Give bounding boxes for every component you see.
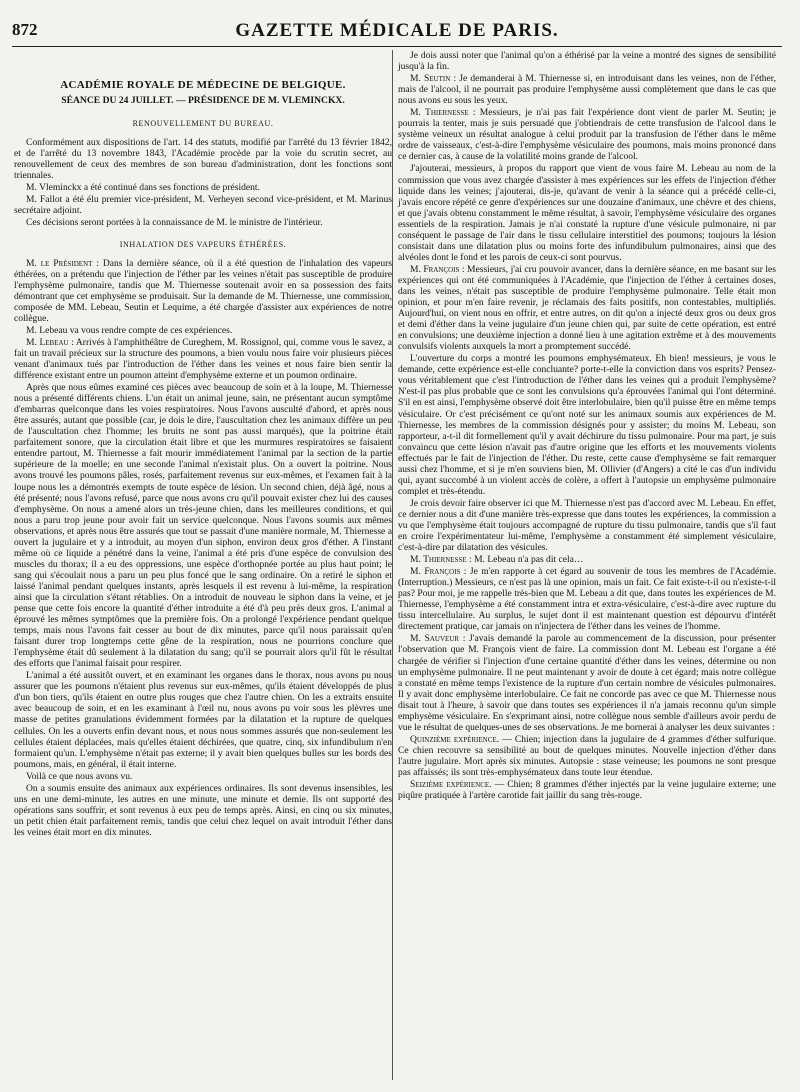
paragraph: Après que nous eûmes examiné ces pièces avec beaucoup de soin et à la loupe, M. Thiernesse nous a présenté différents chiens. L'un était un animal jeune, sain, ne présentant aucun symptôme d'embarras quelconque dans les voies respiratoires. Nous l'avons ausculté d'abord, et après nous être assurés, autant que possible (car, je dois le dire, l'auscultation chez les animaux diffère un peu de l'auscultation chez l'homme; les bruits ne sont pas aussi marqués), que la poitrine était parfaitement sonore, que la circulation était libre et que les murmures respiratoires se faisaient entendre partout, M. Thiernesse a fait mourir immédiatement l'animal par la section de la partie supérieure de la moelle; en une seconde l'animal n'existait plus. On a ouvert la poitrine. Nous avons trouvé les poumons pâles, rosés, parfaitement revenus sur eux-mêmes, et l'examen fait à la loupe nous les a démontrés exempts de toute espèce de lésion. Un second chien, déjà âgé, nous a été présenté; nous l'avons refusé, parce que nous avons cru qu'il pouvait exister chez lui des causes d'emphysème. On nous a amené alors un très-jeune chien, dans les meilleures conditions, et qui nous a paru trop jeune pour avoir fait un service quelconque. Nous l'avons soumis aux mêmes observations, et après nous être assurés que tout se passait d'une manière normale, M. Thiernesse a ouvert la jugulaire et y a introduit, au moyen d'un siphon, environ deux gros d'éther. A l'instant même où ce liquide a pénétré dans la veine, l'animal a été pris d'une espèce de convulsion des muscles du thorax; il a eu des oppressions, une espèce d'orthopnée portée au plus haut point; le sang qui s'écoulait nous a paru un peu plus foncé que le sang ordinaire. On a retiré le siphon et laissé l'animal pendant quelques instants, après lesquels il est revenu à lui-même, la respiration ainsi que la circulation s'étant rétablies. On a introduit de nouveau le siphon dans la veine, et je pense que cette fois encore la quantité d'éther introduite a été d'à peu près deux gros. L'animal a éprouvé les mêmes symptômes que la première fois. On a prolongé l'expérience pendant quelque temps, mais nous l'avons fait cesser au bout de dix minutes, parce qu'il nous paraissait qu'en faisant durer trop longtemps cette gêne de la respiration, nous ne pourrions conclure que l'emphysème était dû seulement à la dilatation du sang; qu'il se pourrait alors qu'il fût le résultat des efforts que l'animal faisait pour respirer. bbox=[14, 382, 392, 670]
paragraph-francois bbox=[398, 264, 776, 352]
paragraph-francois-2 bbox=[398, 566, 776, 632]
paragraph: Voilà ce que nous avons vu. bbox=[26, 770, 133, 782]
paragraph: Ces décisions seront portées à la connaissance de M. le ministre de l'intérieur. bbox=[26, 217, 323, 229]
paragraph: M. Vleminckx a été continué dans ses fonctions de président. bbox=[26, 182, 260, 194]
speaker-name: M. Seutin bbox=[410, 73, 451, 85]
inhalation-heading: INHALATION DES VAPEURS ÉTHÉRÉES. bbox=[119, 239, 287, 249]
session-heading: SÉANCE DU 24 JUILLET. — PRÉSIDENCE DE M. VLEMINCKX. bbox=[61, 95, 345, 107]
speech-text: : J'avais demandé la parole au commencement de la discussion, pour présenter l'observation que M. François vient de faire. La commission dont M. Lebeau est l'organe a été chargée de vérifier si l'injection d'une certaine quantité d'éther dans les veines, détermine ou non un emphysème pulmonaire. Il ne peut maintenant y avoir de doute à cet égard; mais notre collègue a constaté en même temps l'existence de la rupture d'un certain nombre de vésicules pulmonaires. Il y avait donc emphysème interlobulaire. Ce fait ne concorde pas avec ce que M. Thiernesse nous disait tout à l'heure, à savoir que dans toutes ses expériences il n'a jamais reconnu qu'un simple emphysème vésiculaire. En s'exprimant ainsi, notre collègue nous semble d'ailleurs avoir perdu de vue le résultat de quelques-unes de ses observations. Je me bornerai à analyser les deux suivantes : bbox=[398, 633, 776, 733]
paragraph-seutin bbox=[398, 73, 776, 106]
speaker-name: M. Thiernesse bbox=[410, 554, 467, 566]
paragraph: L'ouverture du corps a montré les poumons emphysémateux. Eh bien! messieurs, je vous le demande, cette expérience est-elle concluante? porte-t-elle la conviction dans vos esprits? Pensez-vous véritablement que c'est l'introduction de l'éther dans les veines qui a produit l'emphysème? N'est-il pas plus probable que ce sont les convulsions qu'a éprouvées l'animal qui l'ont déterminé. S'il en est ainsi, l'emphysème observé doit être interlobulaire, bien qu'il puisse être en même temps vésiculaire. Or c'est précisément ce qu'ont noté sur les animaux soumis aux expériences de M. Thiernesse, les membres de la commission désignés pour y assister; du moins M. Lebeau, son rapporteur, a-t-il dit formellement qu'il y avait déchirure du tissu pulmonaire. Pour ma part, je suis convaincu que cette lésion n'avait pas d'autre origine que les efforts et les mouvements violents effectués par le fait de l'injection de l'éther. Du reste, cette cause d'emphysème se fait remarquer aussi chez l'homme, et si je m'en souviens bien, M. Ollivier (d'Angers) a cité le cas d'un individu qui, ayant succombé à un violent accès de colère, a offert à l'autopsie un emphysème pulmonaire complet et très-étendu. bbox=[398, 353, 776, 497]
page-header bbox=[12, 20, 782, 47]
speech-text: : Je m'en rapporte à cet égard au souvenir de tous les membres de l'Académie. (Interruption.) Messieurs, ce n'est pas là une opinion, mais un fait. Ce fait existe-t-il ou n'existe-t-il pas? Pour moi, je me rappelle très-bien que M. Lebeau a dit que, dans toutes les expériences de M. Thiernesse, l'emphysème a été constamment intra et extra-vésiculaire, c'est-à-dire avec rupture du tissu intercellulaire. Au surplus, le sujet dont il est maintenant question est dépourvu d'intérêt directement pratique, car jamais on n'injectera de l'éther dans les veines de l'homme. bbox=[398, 566, 776, 633]
paragraph: M. Fallot a été élu premier vice-président, M. Verheyen second vice-président, et M. Marinus secrétaire adjoint. bbox=[14, 194, 392, 217]
academy-heading: ACADÉMIE ROYALE DE MÉDECINE DE BELGIQUE. bbox=[60, 79, 346, 91]
right-column bbox=[398, 50, 776, 802]
column-divider bbox=[392, 50, 393, 1080]
experiment-label: Quinzième expérience. bbox=[410, 733, 500, 745]
paragraph-thiernesse bbox=[398, 107, 776, 162]
left-column bbox=[14, 50, 392, 839]
experiment-text: — Chien; injection dans la jugulaire de 4 grammes d'éther sulfurique. Ce chien recouvre sa sensibilité au bout de quelques minutes. Nouvelle injection d'éther dans l'autre jugulaire. Mort après six minutes. Autopsie : stase veineuse; les poumons ne sont presque pas affaissés; ils sont très-emphysémateux dans toute leur étendue. bbox=[398, 733, 776, 778]
speaker-name: M. Sauveur bbox=[410, 633, 460, 645]
paragraph: L'animal a été aussitôt ouvert, et en examinant les organes dans le thorax, nous avons pu nous assurer que les poumons n'étaient plus revenus sur eux-mêmes, qu'ils étaient développés de plus d'un bon tiers, qu'ils étaient en outre plus rouges que chez l'autre chien. On les a extraits ensuite avec beaucoup de soin, et en les examinant à l'œil nu, nous avons pu voir sous les plèvres une masse de petites granulations évidemment formées par la dilatation et la rupture de quelques cellules. On les a ouverts enfin devant nous, et nous nous sommes assurés que non-seulement les cellules étaient déplacées, mais qu'elles étaient déchirées, que quatre, cinq, six infundibulum n'en formaient qu'un. L'emphysème n'était pas externe; il y avait bien quelques bulles sur les bords des poumons, mais, en général, il était interne. bbox=[14, 670, 392, 770]
speaker-name: M. Lebeau bbox=[26, 336, 69, 348]
paragraph-sauveur bbox=[398, 633, 776, 732]
paragraph-president bbox=[14, 258, 392, 324]
speech-text: : Messieurs, je n'ai pas fait l'expérience dont vient de parler M. Seutin; je pourrais la tenter, mais je suis persuadé que j'obtiendrais de cette transfusion de l'alcool dans le système veineux un résultat analogue à celui produit par la transfusion de l'éther dans le même ordre de vaisseaux, c'est-à-dire l'emphysème vésiculaire des poumons, mais moins prononcé dans ce dernier cas, à cause de la volatilité moins grande de l'alcool. bbox=[398, 107, 776, 163]
experiment-label: Seizième expérience. bbox=[410, 779, 492, 791]
paragraph: On a soumis ensuite des animaux aux expériences ordinaires. Ils sont devenus insensibles, les uns en une demi-minute, les autres en une minute, une minute et demie. Ils ont supporté des opérations sans souffrir, et sont revenus à eux peu de temps après. Ainsi, en cinq ou six minutes, un petit chien était parfaitement remis, tandis que celui chez lequel on avait introduit l'éther dans les veines était mort en dix minutes. bbox=[14, 782, 392, 838]
speech-text: : Messieurs, j'ai cru pouvoir avancer, dans la dernière séance, en me basant sur les expériences qui ont été communiquées à l'Académie, que l'injection de l'éther à certaines doses, dans les veines, n'était pas susceptible de produire l'emphysème pulmonaire. Telle était mon opinion, et pour m'en faire revenir, je réclamais des faits positifs, non contestables, multipliés. Aujourd'hui, on vient nous en offrir, et entre autres, on dit qu'on a injecté deux gros ou deux gros et demi d'éther dans la veine jugulaire d'un jeune chien qui, par suite de cette opération, est entré en convulsions; une deuxième injection a donné lieu à une agitation extrême et à des mouvements convulsifs violents auxquels la mort a promptement succédé. bbox=[398, 263, 776, 353]
paragraph: M. Lebeau va vous rendre compte de ces expériences. bbox=[26, 324, 233, 336]
paragraph: J'ajouterai, messieurs, à propos du rapport que vient de vous faire M. Lebeau au nom de la commission que vous avez chargée d'assister à mes expériences sur les effets de l'injection d'éther liquide dans les veines; j'ajouterai, dis-je, qu'avant de venir à la séance qui a précédé celle-ci, j'avais encore répété ce genre d'expériences sur une douzaine d'animaux, une chèvre et des chiens, et que j'avais obtenu constamment le même résultat, à savoir, l'emphysème vésiculaire des organes essentiels de la respiration. Jamais je n'ai constaté la rupture d'une vésicule pulmonaire, ni par conséquent le passage de l'air dans le tissu cellulaire interstitiel des poumons; toujours la lésion consistait dans une dilatation plus ou moins forte des infundibulum pulmonaires, ainsi que des alvéoles dont le fond et les parois de ceux-ci sont pourvus. bbox=[398, 163, 776, 263]
paragraph-thiernesse-2 bbox=[398, 554, 776, 565]
speech-text: : Je demanderai à M. Thiernesse si, en introduisant dans les veines, non de l'éther, mais de l'alcool, il ne pourrait pas produire l'emphysème aussi complètement que dans le cas que nous avons eu sous les yeux. bbox=[398, 73, 776, 107]
paragraph: Conformément aux dispositions de l'art. 14 des statuts, modifié par l'arrêté du 13 février 1842, et de l'arrêté du 13 novembre 1843, l'Académie procède par la voie du scrutin secret, au renouvellement de ceux des membres de son bureau d'administration, dont les fonctions sont triennales. bbox=[14, 137, 392, 182]
speech-text: : Dans la dernière séance, où il a été question de l'inhalation des vapeurs éthérées, on a prétendu que l'injection de l'éther par les veines n'était pas susceptible de produire l'emphysème pulmonaire, tandis que M. Thiernesse soutenait avoir en sa possession des faits démontrant que cet emphysème se produisait. Sur la demande de M. Thiernesse, une commission, composée de MM. Lebeau, Seutin et Lequime, a été chargée d'assister aux expériences de notre collègue. bbox=[14, 257, 393, 324]
page-number: 872 bbox=[12, 20, 38, 39]
speaker-name: M. le Président bbox=[26, 257, 93, 269]
journal-title: GAZETTE MÉDICALE DE PARIS. bbox=[235, 20, 559, 41]
experiment-text: — Chien; 8 grammes d'éther injectés par la veine jugulaire externe; une piqûre pratiquée à l'artère carotide fait jaillir du sang très-rouge. bbox=[398, 779, 776, 802]
speech-text: : M. Lebeau n'a pas dit cela… bbox=[466, 554, 584, 566]
paragraph-experiment-16 bbox=[398, 779, 776, 801]
renouvellement-heading: RENOUVELLEMENT DU BUREAU. bbox=[132, 119, 274, 129]
paragraph-lebeau bbox=[14, 337, 392, 381]
speaker-name: M. Thiernesse bbox=[410, 107, 469, 119]
paragraph: Je crois devoir faire observer ici que M. Thiernesse n'est pas d'accord avec M. Lebeau. En effet, ce dernier nous a dit d'une manière très-expresse que dans toutes les expériences, la commission a vu que l'emphysème était toujours accompagné de rupture du tissu pulmonaire, tandis que s'il faut en croire l'expérimentateur lui-même, l'emphysème a constamment été simplement vésiculaire, c'est-à-dire par dilatation des vésicules. bbox=[398, 497, 776, 554]
speech-text: : Arrivés à l'amphithéâtre de Cureghem, M. Rossignol, qui, comme vous le savez, a fait un travail précieux sur la structure des poumons, a bien voulu nous faire voir plusieurs pièces venant d'animaux tués par l'introduction de l'éther dans les veines et nous faire bien sentir la différence existant entre un poumon atteint d'emphysème externe et un poumon ordinaire. bbox=[14, 336, 392, 382]
speaker-name: M. François bbox=[410, 263, 460, 275]
paragraph: Je dois aussi noter que l'animal qu'on a éthérisé par la veine a montré des signes de sensibilité jusqu'à la fin. bbox=[398, 50, 776, 73]
speaker-name: M. François bbox=[410, 566, 461, 578]
paragraph-experiment-15 bbox=[398, 734, 776, 778]
